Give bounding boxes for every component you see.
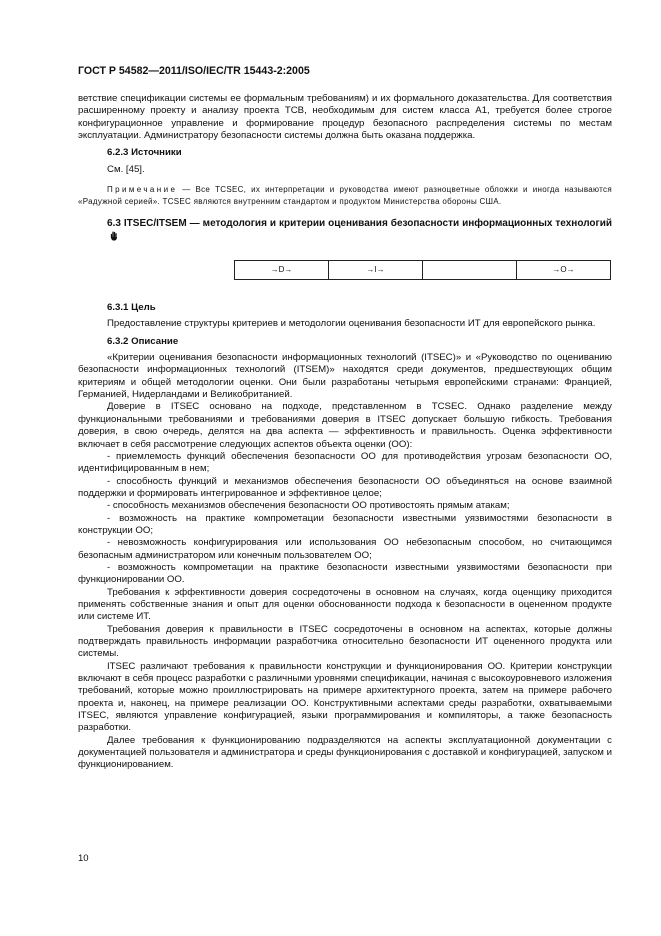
- list-item: - способность механизмов обеспечения безопасности ОО противостоять прямым атакам;: [107, 500, 510, 512]
- description-paragraph: Доверие в ITSEC основано на подходе, представленном в TCSEC. Однако разделение между функциональными требованиями и требованиями доверия в ITSEC допускает большую гибкость. Требования доверия, в свою очередь, делятся на два аспекта — эффективность и правильность. Оценка эффективности включает в себя рассмотрение следующих аспектов объекта оценки (ОО):: [78, 401, 612, 450]
- list-item: - способность функций и механизмов обеспечения безопасности ОО объединяться на основе взаимной поддержки и формировать интегрированное и эффективное целое;: [78, 475, 612, 499]
- note-text: — Все TCSEC, их интерпретации и руководства имеют разноцветные обложки и иногда называются «Радужной серией». TCSEC являются внутренним стандартом и продуктом Министерства обороны США.: [78, 185, 612, 207]
- description-heading: 6.3.2 Описание: [107, 335, 179, 347]
- lifecycle-table: [234, 260, 611, 280]
- purpose-text: Предоставление структуры критериев и методологии оценивания безопасности ИТ для европейского рынка.: [107, 318, 596, 330]
- list-item: - возможность на практике компрометации безопасности известными уязвимостями безопасности в конструкции ОО;: [78, 512, 612, 536]
- closing-paragraph: Требования к эффективности доверия сосредоточены в основном на случаях, когда оценщику приходится применять собственные знания и опыт для оценки обоснованности подхода к безопасности в оцененном продукте или системе ИТ.: [78, 586, 612, 623]
- document-header: ГОСТ Р 54582—2011/ISO/IEC/TR 15443-2:2005: [78, 65, 310, 77]
- section-heading: [78, 218, 612, 245]
- list-item: - приемлемость функций обеспечения безопасности ОО для противодействия угрозам безопасности ОО, идентифицированным в нем;: [78, 450, 612, 475]
- list-item: - невозможность конфигурирования или использования ОО небезопасным способом, но считающимся безопасным администратором или конечным пользователем ОО;: [78, 537, 612, 561]
- lifecycle-cell-design: →D→: [235, 261, 329, 280]
- lifecycle-cell-implementation: →I→: [329, 261, 423, 280]
- lifecycle-cell-empty: [423, 261, 517, 280]
- lifecycle-cell-operation: →O→: [517, 261, 611, 280]
- sources-text: См. [45].: [107, 163, 145, 175]
- note-label: Примечание: [107, 185, 178, 195]
- page-content: [78, 93, 612, 772]
- purpose-heading: 6.3.1 Цель: [107, 302, 156, 314]
- intro-paragraph: ветствие спецификации системы ее формальным требованиям) и их формального доказательства. Для соответствия расширенному проекту и анализу проекта TCB, необходимым для систем класса A1, требуется более строгое конфигурационное управление и формирование процедур безопасного распределения системы по местам эксплуатации. Администратору безопасности системы должна быть оказана поддержка.: [78, 93, 612, 142]
- description-paragraph: «Критерии оценивания безопасности информационных технологий (ITSEC)» и «Руководство по оцениванию безопасности информационных технологий (ITSEM)» находятся среди документов, предшествующих общим критериям и общей методологии оценки. Они были разработаны четырьмя европейскими странами: Францией, Германией, Нидерландами и Великобританией.: [78, 352, 612, 401]
- list-item: - возможность компрометации на практике безопасности известными уязвимостями безопасности при функционировании ОО.: [78, 561, 612, 586]
- page-number: 10: [78, 853, 89, 864]
- sources-heading: 6.2.3 Источники: [107, 147, 182, 159]
- sources-note: [78, 184, 612, 208]
- hand-icon: [81, 231, 118, 246]
- closing-paragraph: ITSEC различают требования к правильности конструкции и функционирования ОО. Критерии конструкции включают в себя процесс разработки с различными уровнями спецификации, начиная с высокоуровневого изложения требований, которые можно проиллюстрировать на примере архитектурного проекта, затем на примере рабочего проекта и, наконец, на примере реализации ОО. Конструктивными аспектами среды разработки, охватываемыми ITSEC, являются управление конфигурацией, языки программирования и компиляторы, а также безопасность разработки.: [78, 660, 612, 734]
- closing-paragraph: Далее требования к функционированию подразделяются на аспекты эксплуатационной документации с документацией пользователя и администратора и среды функционирования с доставкой и конфигурацией, запуском и функционированием.: [78, 734, 612, 771]
- section-heading-text: 6.3 ITSEC/ITSEM — методология и критерии оценивания безопасности информационных технологий: [107, 218, 612, 230]
- closing-paragraph: Требования доверия к правильности в ITSEC сосредоточены в основном на аспектах, которые должны подтверждать правильность информации разработчика относительно безопасности ИТ оцененного продукта или системы.: [78, 623, 612, 660]
